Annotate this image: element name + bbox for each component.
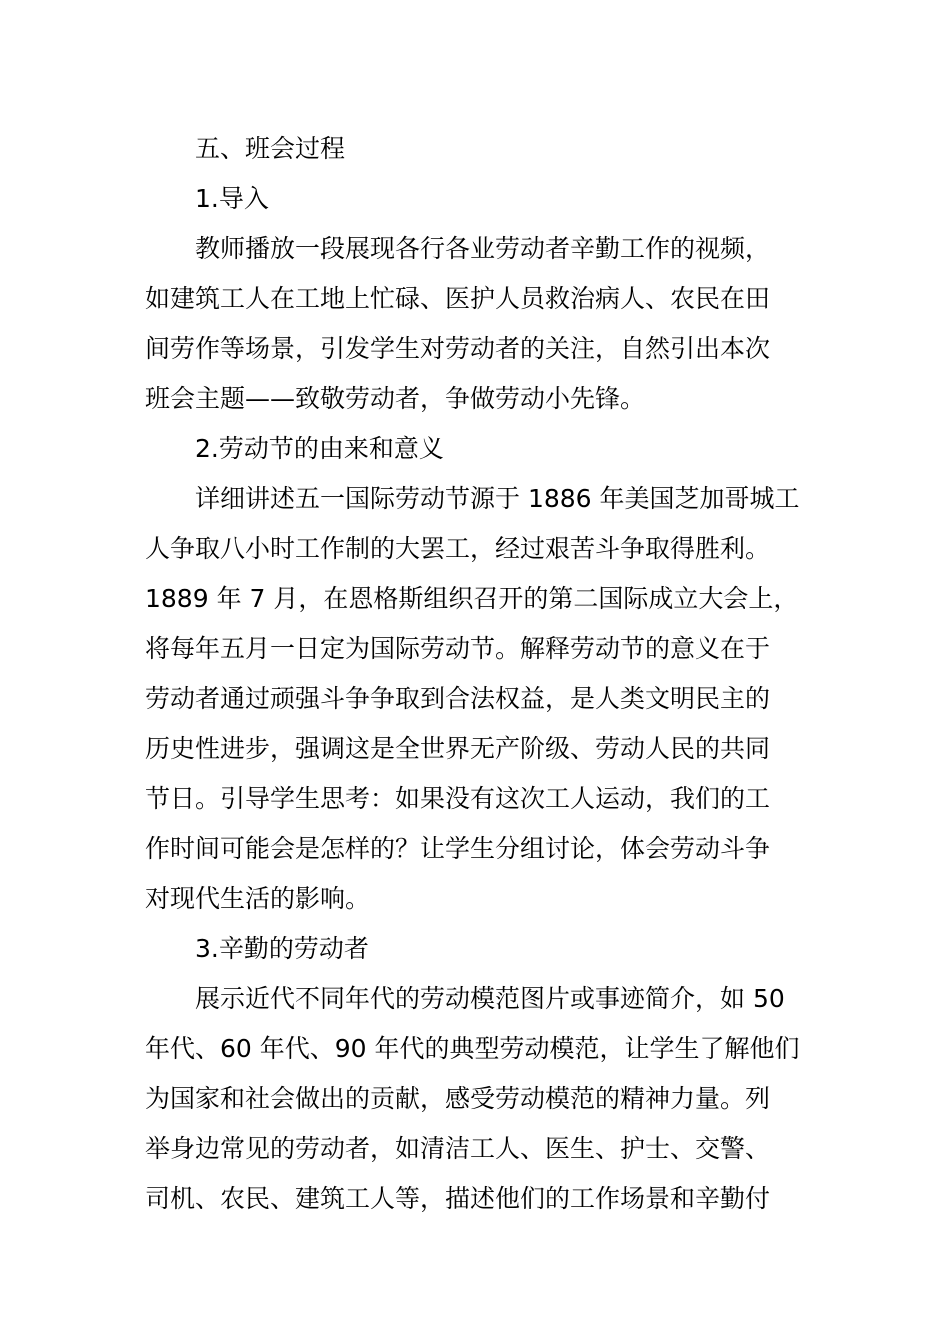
paragraph-line: 作时间可能会是怎样的？让学生分组讨论，体会劳动斗争	[145, 834, 771, 863]
paragraph-line: 班会主题——致敬劳动者，争做劳动小先锋。	[145, 384, 646, 413]
paragraph-line: 节日。引导学生思考：如果没有这次工人运动，我们的工	[145, 784, 771, 813]
paragraph-line: 教师播放一段展现各行各业劳动者辛勤工作的视频，	[195, 234, 771, 263]
paragraph-workers	[145, 974, 810, 1224]
paragraph-line: 如建筑工人在工地上忙碌、医护人员救治病人、农民在田	[145, 284, 771, 313]
paragraph-line: 间劳作等场景，引发学生对劳动者的关注，自然引出本次	[145, 334, 771, 363]
paragraph-line: 详细讲述五一国际劳动节源于 1886 年美国芝加哥城工	[195, 484, 800, 513]
paragraph-line: 劳动者通过顽强斗争争取到合法权益，是人类文明民主的	[145, 684, 771, 713]
paragraph-line: 为国家和社会做出的贡献，感受劳动模范的精神力量。列	[145, 1084, 771, 1113]
paragraph-line: 司机、农民、建筑工人等，描述他们的工作场景和辛勤付	[145, 1184, 771, 1213]
subsection-heading-workers: 3.辛勤的劳动者	[195, 934, 369, 963]
document-body	[145, 124, 810, 1224]
section-title: 五、班会过程	[195, 134, 346, 163]
paragraph-line: 展示近代不同年代的劳动模范图片或事迹简介，如 50	[195, 984, 785, 1013]
paragraph-line: 年代、60 年代、90 年代的典型劳动模范，让学生了解他们	[145, 1034, 800, 1063]
paragraph-line: 举身边常见的劳动者，如清洁工人、医生、护士、交警、	[145, 1134, 771, 1163]
paragraph-labor-day	[145, 474, 810, 924]
paragraph-intro	[145, 224, 810, 424]
subsection-heading-intro: 1.导入	[195, 184, 269, 213]
paragraph-line: 1889 年 7 月，在恩格斯组织召开的第二国际成立大会上，	[145, 584, 799, 613]
paragraph-line: 历史性进步，强调这是全世界无产阶级、劳动人民的共同	[145, 734, 771, 763]
paragraph-line: 将每年五月一日定为国际劳动节。解释劳动节的意义在于	[145, 634, 771, 663]
subsection-heading-labor-day: 2.劳动节的由来和意义	[195, 434, 444, 463]
paragraph-line: 对现代生活的影响。	[145, 884, 371, 913]
paragraph-line: 人争取八小时工作制的大罢工，经过艰苦斗争取得胜利。	[145, 534, 771, 563]
